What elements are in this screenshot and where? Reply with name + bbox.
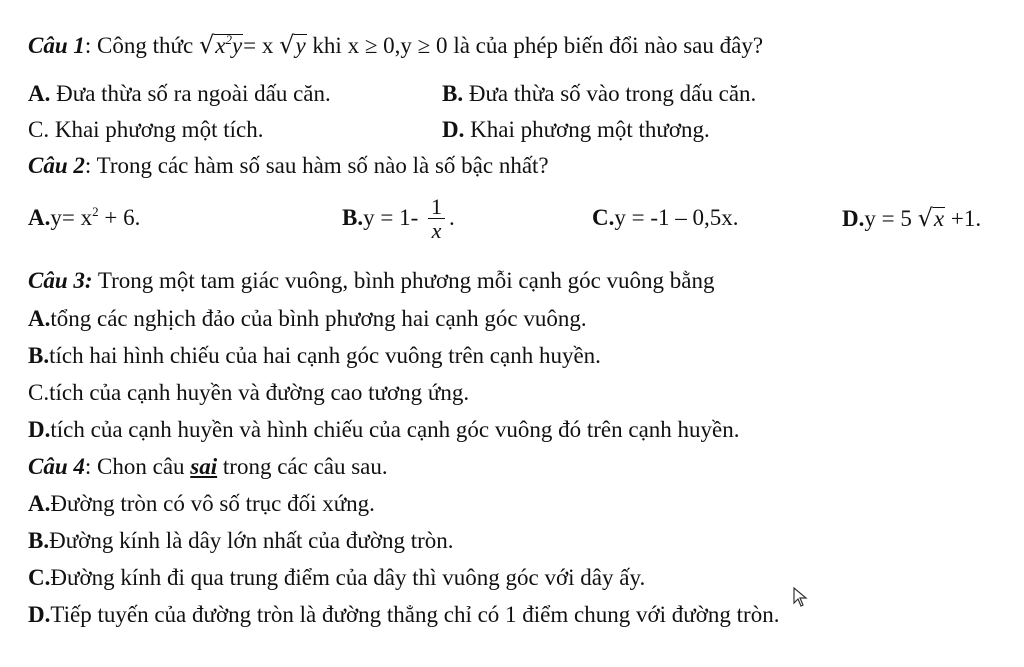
q4-option-b (28, 526, 454, 556)
q3-option-b-label: B. (28, 343, 50, 368)
q2-option-b-end: . (448, 205, 455, 230)
q1-option-a-label: A. (28, 81, 51, 106)
q1-option-d-label: D. (442, 117, 465, 142)
q4-option-d-label: D. (28, 602, 51, 627)
q4-option-b-label: B. (28, 528, 50, 553)
q1-text-after: là của phép biến đổi nào sau đây? (447, 33, 764, 58)
q3-option-a-text: tổng các nghịch đảo của bình phương hai cạnh góc vuông. (50, 306, 587, 331)
q3-option-c (28, 378, 469, 408)
q3-question (28, 266, 715, 296)
q4-option-a-text: Đường tròn có vô số trục đối xứng. (50, 491, 375, 516)
q1-option-d (442, 115, 710, 145)
q1-lhs-exp: 2 (225, 32, 232, 47)
q4-option-b-text: Đường kính là dây lớn nhất của đường tròn. (49, 528, 454, 553)
q1-option-d-text: Khai phương một thương. (464, 117, 710, 142)
q4-text-after: trong các câu sau. (217, 454, 388, 479)
q1-option-c-text: Khai phương một tích. (49, 117, 264, 142)
q3-option-d-text: tích của cạnh huyền và hình chiếu của cạnh góc vuông đó trên cạnh huyền. (50, 417, 740, 442)
q3-option-d-label: D. (28, 417, 51, 442)
q4-option-d-text: Tiếp tuyến của đường tròn là đường thẳng chỉ có 1 điểm chung với đường tròn. (50, 602, 780, 627)
q1-option-b-text: Đưa thừa số vào trong dấu căn. (463, 81, 757, 106)
q4-label: Câu 4 (28, 454, 85, 479)
q1-question (28, 30, 763, 60)
q3-option-a (28, 304, 587, 334)
q3-option-a-label: A. (28, 306, 51, 331)
radical-icon: √ (279, 31, 295, 59)
q1-condition: x ≥ 0,y ≥ 0 (347, 33, 448, 58)
q2-text: : Trong các hàm số sau hàm số nào là số bậc nhất? (84, 153, 549, 178)
q1-text-before: Công thức (91, 33, 194, 58)
q1-formula-lhs (199, 30, 243, 61)
q2-question (28, 151, 549, 181)
q4-option-c-label: C. (28, 565, 51, 590)
q4-option-d (28, 600, 779, 630)
q4-option-a (28, 489, 375, 519)
q4-text-before: Chon câu (91, 454, 191, 479)
q2-option-b-numerator: 1 (428, 196, 445, 219)
q2-option-c-label: C. (592, 205, 615, 230)
q3-option-c-text: tích của cạnh huyền và đường cao tương ứng. (49, 380, 470, 405)
q1-rhs-var: y (295, 33, 306, 58)
q1-lhs-var2: y (231, 33, 243, 58)
q2-option-d-rhs: +1. (945, 206, 982, 231)
q1-lhs-var1: x (215, 33, 226, 58)
q2-option-d-lhs: y = 5 (864, 206, 912, 231)
q1-option-a (28, 79, 331, 109)
q2-option-d (842, 203, 981, 233)
q2-option-a (28, 203, 140, 233)
q2-option-b-label: B. (342, 205, 364, 230)
mouse-pointer-icon (793, 587, 809, 607)
q2-option-a-rhs: + 6. (98, 205, 141, 230)
q2-option-a-label: A. (28, 205, 51, 230)
q4-option-a-label: A. (28, 491, 51, 516)
q2-option-d-sqrt (918, 203, 946, 234)
q1-option-c (28, 115, 263, 145)
q4-question (28, 452, 388, 482)
q1-option-a-text: Đưa thừa số ra ngoài dấu căn. (50, 81, 331, 106)
radical-icon: √ (198, 31, 215, 59)
q1-condition-word: khi (306, 33, 348, 58)
q2-option-c (592, 203, 739, 233)
q2-option-d-var: x (933, 206, 945, 231)
q2-option-a-lhs: y= x (50, 205, 93, 230)
q1-colon: : (84, 33, 92, 58)
q1-option-b-label: B. (442, 81, 464, 106)
q2-option-b (342, 190, 455, 246)
q3-label: Câu 3: (28, 268, 93, 293)
q2-option-b-lhs: y = 1- (363, 205, 424, 230)
q1-formula-rhs (279, 30, 307, 61)
q1-option-b (442, 79, 756, 109)
q2-option-a-exp: 2 (92, 204, 99, 219)
q4-option-c-text: Đường kính đi qua trung điểm của dây thì vuông góc với dây ấy. (50, 565, 646, 590)
q2-option-d-label: D. (842, 206, 865, 231)
q4-colon: : (84, 454, 92, 479)
q3-option-c-label: C. (28, 380, 50, 405)
q4-keyword: sai (190, 454, 218, 479)
radical-icon: √ (917, 204, 933, 232)
q3-option-d (28, 415, 740, 445)
q4-option-c (28, 563, 645, 593)
q3-text: Trong một tam giác vuông, bình phương mỗi cạnh góc vuông bằng (92, 268, 715, 293)
q3-option-b (28, 341, 601, 371)
q1-formula-eq: = x (243, 33, 274, 58)
q3-option-b-text: tích hai hình chiếu của hai cạnh góc vuông trên cạnh huyền. (49, 343, 601, 368)
q2-option-c-text: y = -1 – 0,5x. (614, 205, 739, 230)
q1-option-c-label: C. (28, 117, 50, 142)
q1-label: Câu 1 (28, 33, 85, 58)
q2-option-b-denominator: x (431, 218, 442, 244)
q2-option-b-fraction (428, 196, 445, 243)
q2-label: Câu 2 (28, 153, 85, 178)
